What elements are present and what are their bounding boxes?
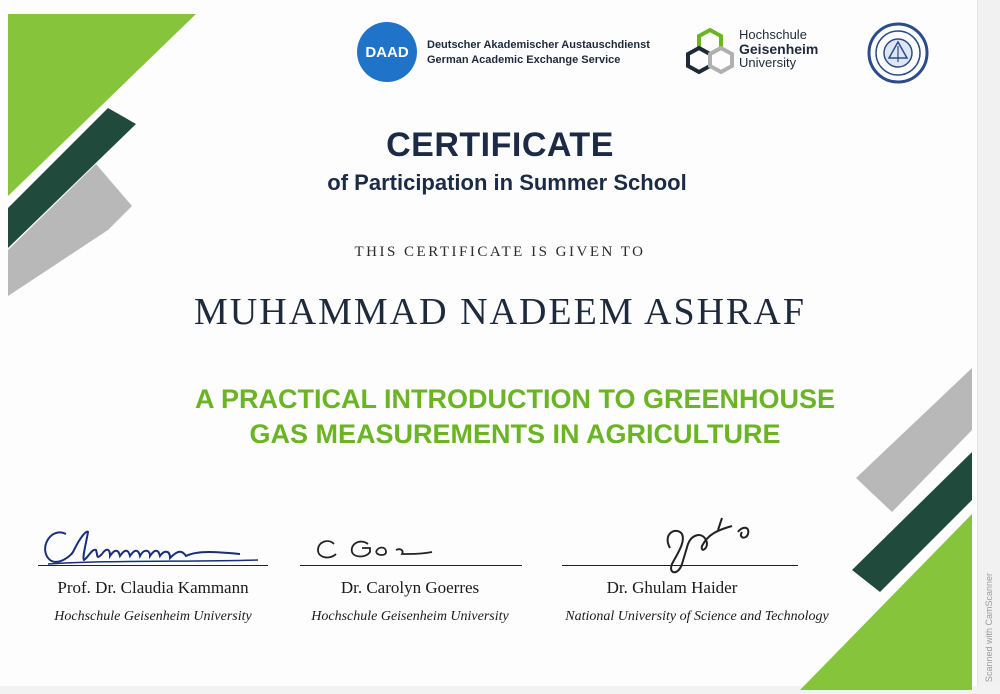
signatory-name-3: Dr. Ghulam Haider: [606, 578, 738, 597]
signatory-name-1: Prof. Dr. Claudia Kammann: [57, 578, 249, 597]
hgu-name-line3: University: [739, 55, 797, 70]
deco-green-triangle-top: [8, 14, 196, 196]
course-title-line2: GAS MEASUREMENTS IN AGRICULTURE: [249, 419, 781, 449]
daad-name-english: German Academic Exchange Service: [427, 54, 621, 66]
hexagon-logo-icon: [685, 26, 735, 76]
daad-name: [427, 38, 667, 68]
hgu-name: [739, 28, 849, 70]
certificate-title: CERTIFICATE: [386, 126, 614, 164]
signatory-institution-3: National University of Science and Technology: [565, 609, 829, 624]
university-seal-icon: [867, 22, 929, 84]
signature-line-3: [562, 565, 798, 566]
scanner-watermark: Scanned with CamScanner: [984, 572, 994, 682]
signatory-institution-1: Hochschule Geisenheim University: [54, 609, 252, 624]
signatory-name-2: Dr. Carolyn Goerres: [340, 578, 480, 597]
signature-kammann: [28, 520, 278, 570]
signature-goerres: [290, 520, 530, 570]
signature-line-1: [38, 565, 268, 566]
daad-logo: DAAD: [357, 22, 417, 82]
hgu-name-line2: Geisenheim: [739, 41, 819, 57]
course-title-line1: A PRACTICAL INTRODUCTION TO GREENHOUSE: [194, 384, 836, 414]
hgu-name-line1: Hochschule: [739, 27, 807, 42]
given-to-label: THIS CERTIFICATE IS GIVEN TO: [354, 244, 646, 260]
signature-haider: [542, 504, 852, 584]
recipient-name: MUHAMMAD NADEEM ASHRAF: [194, 291, 806, 333]
certificate-subtitle: of Participation in Summer School: [327, 170, 687, 195]
signature-line-2: [300, 565, 522, 566]
course-title: [0, 382, 1000, 452]
daad-name-german: Deutscher Akademischer Austauschdienst: [427, 39, 650, 51]
signatory-institution-2: Hochschule Geisenheim University: [311, 609, 509, 624]
